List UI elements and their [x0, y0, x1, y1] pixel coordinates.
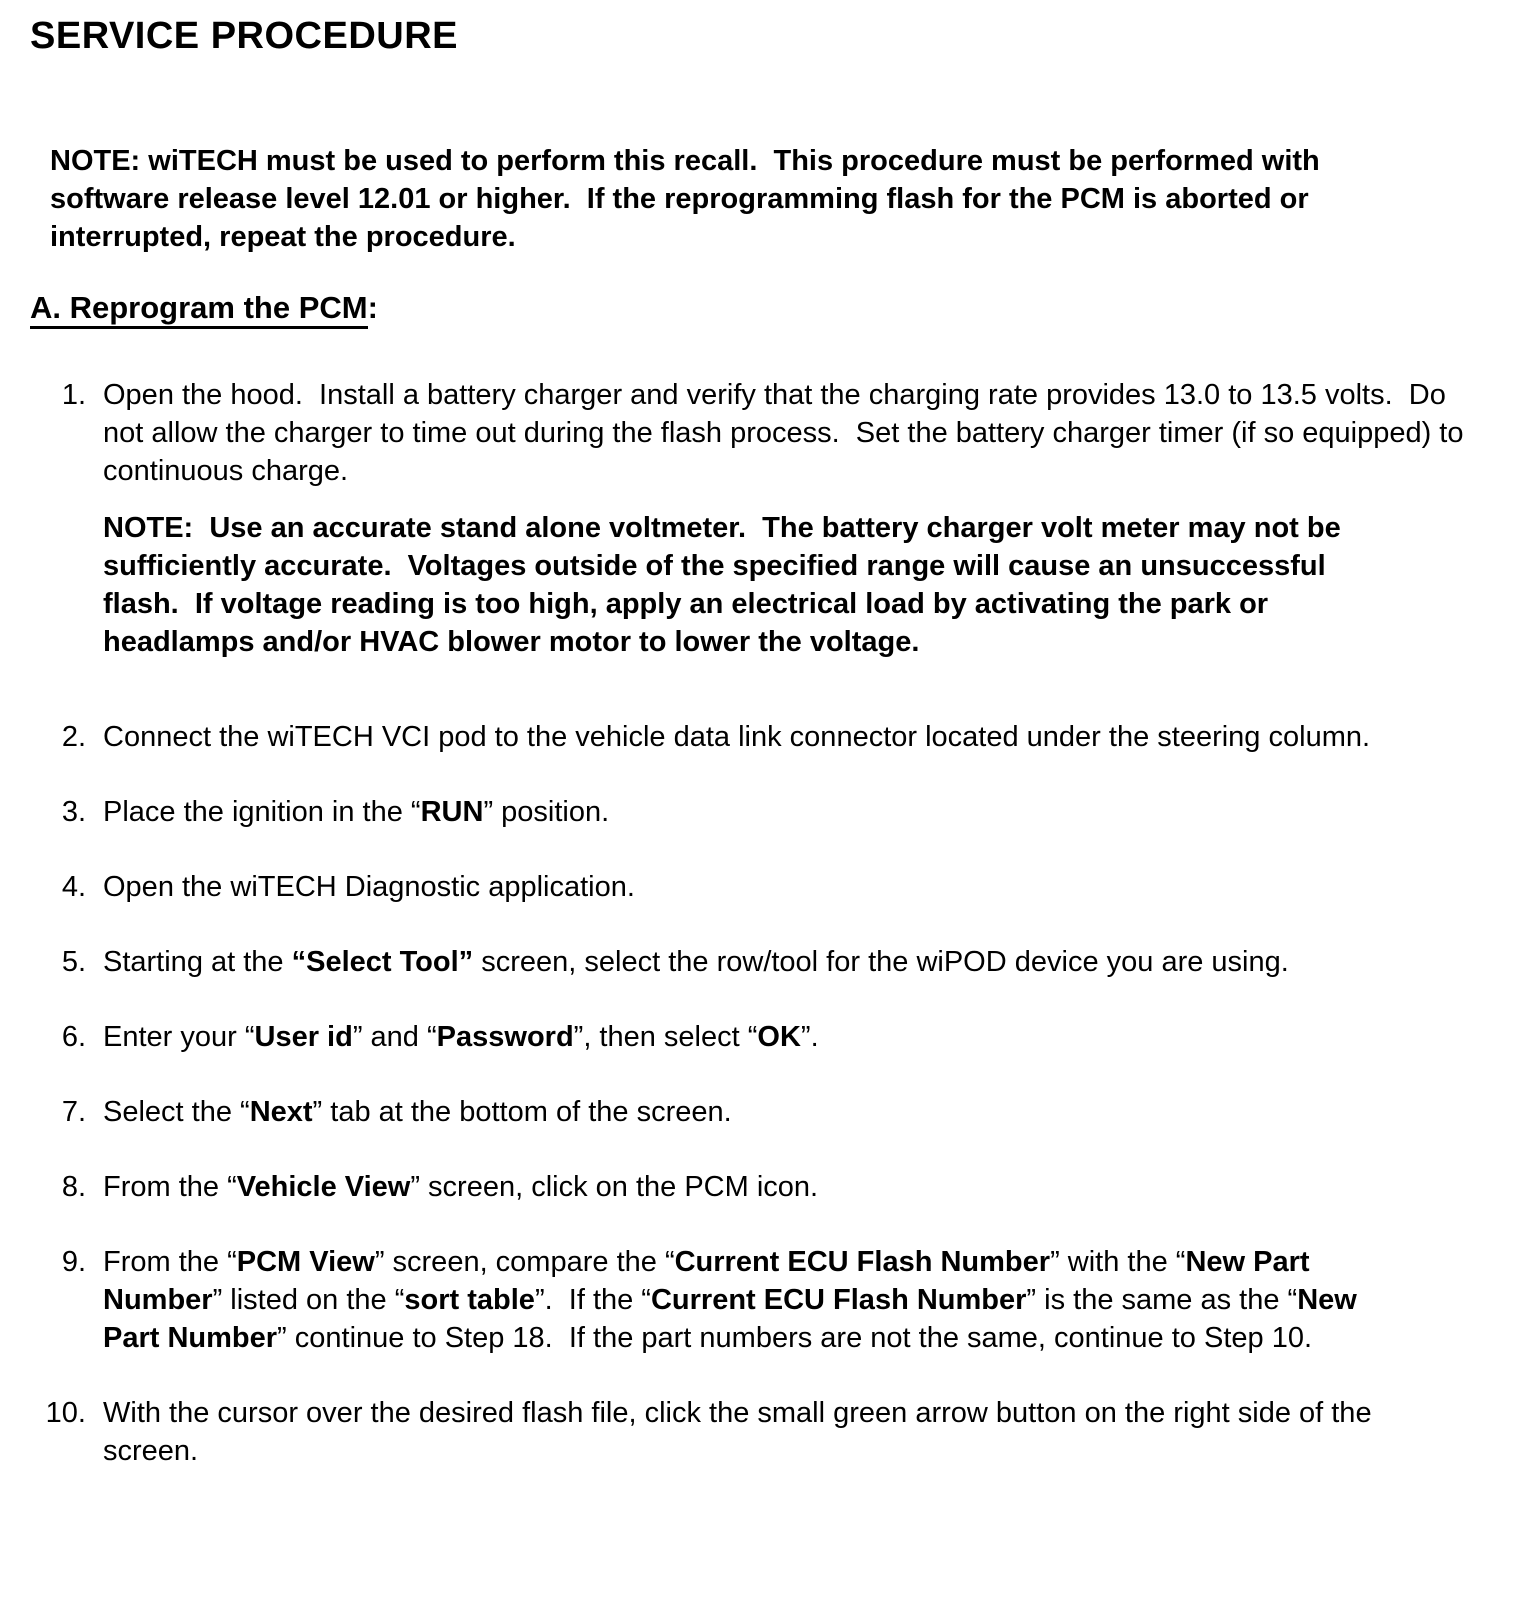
step-body: Open the wiTECH Diagnostic application.: [103, 871, 635, 903]
intro-note: NOTE: wiTECH must be used to perform this recall. This procedure must be performed with software release level 12.01 or higher. If the reprogramming flash for the PCM is aborted or interrupted, repeat the procedure.: [50, 145, 1328, 253]
procedure-step: [30, 1243, 1495, 1357]
step-text: [103, 1093, 1495, 1131]
step-text: [103, 943, 1495, 981]
procedure-step: [30, 1093, 1495, 1131]
page-title: SERVICE PROCEDURE: [30, 15, 459, 57]
step-number: 4.: [61, 871, 86, 903]
step-number: 2.: [61, 721, 86, 753]
step-text: [103, 793, 1495, 831]
procedure-step: [30, 376, 1495, 681]
procedure-step: [30, 1018, 1495, 1056]
step-number: 9.: [61, 1246, 86, 1278]
step-body: Select the “Next” tab at the bottom of the screen.: [103, 1096, 732, 1128]
step-body: Place the ignition in the “RUN” position.: [103, 796, 610, 828]
step-body: From the “Vehicle View” screen, click on the PCM icon.: [103, 1171, 819, 1203]
procedure-steps: [30, 376, 1495, 1470]
step-number: 5.: [61, 946, 86, 978]
step-number: 3.: [61, 796, 86, 828]
procedure-step: [30, 943, 1495, 981]
procedure-step: [30, 718, 1495, 756]
step-body: Open the hood. Install a battery charger and verify that the charging rate provides 13.0 to 13.5 volts. Do not allow the charger to time out during the flash process. Set the battery charger timer (if so equipped) to continuous charge.: [103, 379, 1472, 487]
step-body: From the “PCM View” screen, compare the “Current ECU Flash Number” with the “New Part Number” listed on the “sort table”. If the “Current ECU Flash Number” is the same as the “New Part Number” continue to Step 18. If the part numbers are not the same, continue to Step 10.: [103, 1246, 1365, 1354]
procedure-step: [30, 868, 1495, 906]
step-number: 8.: [61, 1171, 86, 1203]
step-text: [103, 1394, 1495, 1470]
procedure-step: [30, 1394, 1495, 1470]
step-text: [103, 1168, 1495, 1206]
step-body: Connect the wiTECH VCI pod to the vehicle data link connector located under the steering column.: [103, 721, 1371, 753]
procedure-step: [30, 793, 1495, 831]
step-note: NOTE: Use an accurate stand alone voltmeter. The battery charger volt meter may not be sufficiently accurate. Voltages outside of the specified range will cause an unsuccessful flash. If voltage reading is too high, apply an electrical load by activating the park or headlamps and/or HVAC blower motor to lower the voltage.: [103, 512, 1349, 658]
step-body: With the cursor over the desired flash file, click the small green arrow button on the right side of the screen.: [103, 1397, 1380, 1467]
step-text: [103, 376, 1495, 681]
step-number: 6.: [61, 1021, 86, 1053]
step-number: 7.: [61, 1096, 86, 1128]
section-a-heading-colon: :: [367, 290, 378, 325]
step-text: [103, 718, 1495, 756]
step-text: [103, 1018, 1495, 1056]
step-body: Starting at the “Select Tool” screen, select the row/tool for the wiPOD device you are using.: [103, 946, 1289, 978]
section-a-heading: [30, 288, 1495, 328]
section-a-heading-text: A. Reprogram the PCM: [30, 290, 368, 329]
step-text: [103, 1243, 1495, 1357]
step-number: 1.: [61, 379, 86, 411]
step-number: 10.: [45, 1397, 86, 1429]
procedure-step: [30, 1168, 1495, 1206]
step-text: [103, 868, 1495, 906]
step-body: Enter your “User id” and “Password”, then select “OK”.: [103, 1021, 819, 1053]
